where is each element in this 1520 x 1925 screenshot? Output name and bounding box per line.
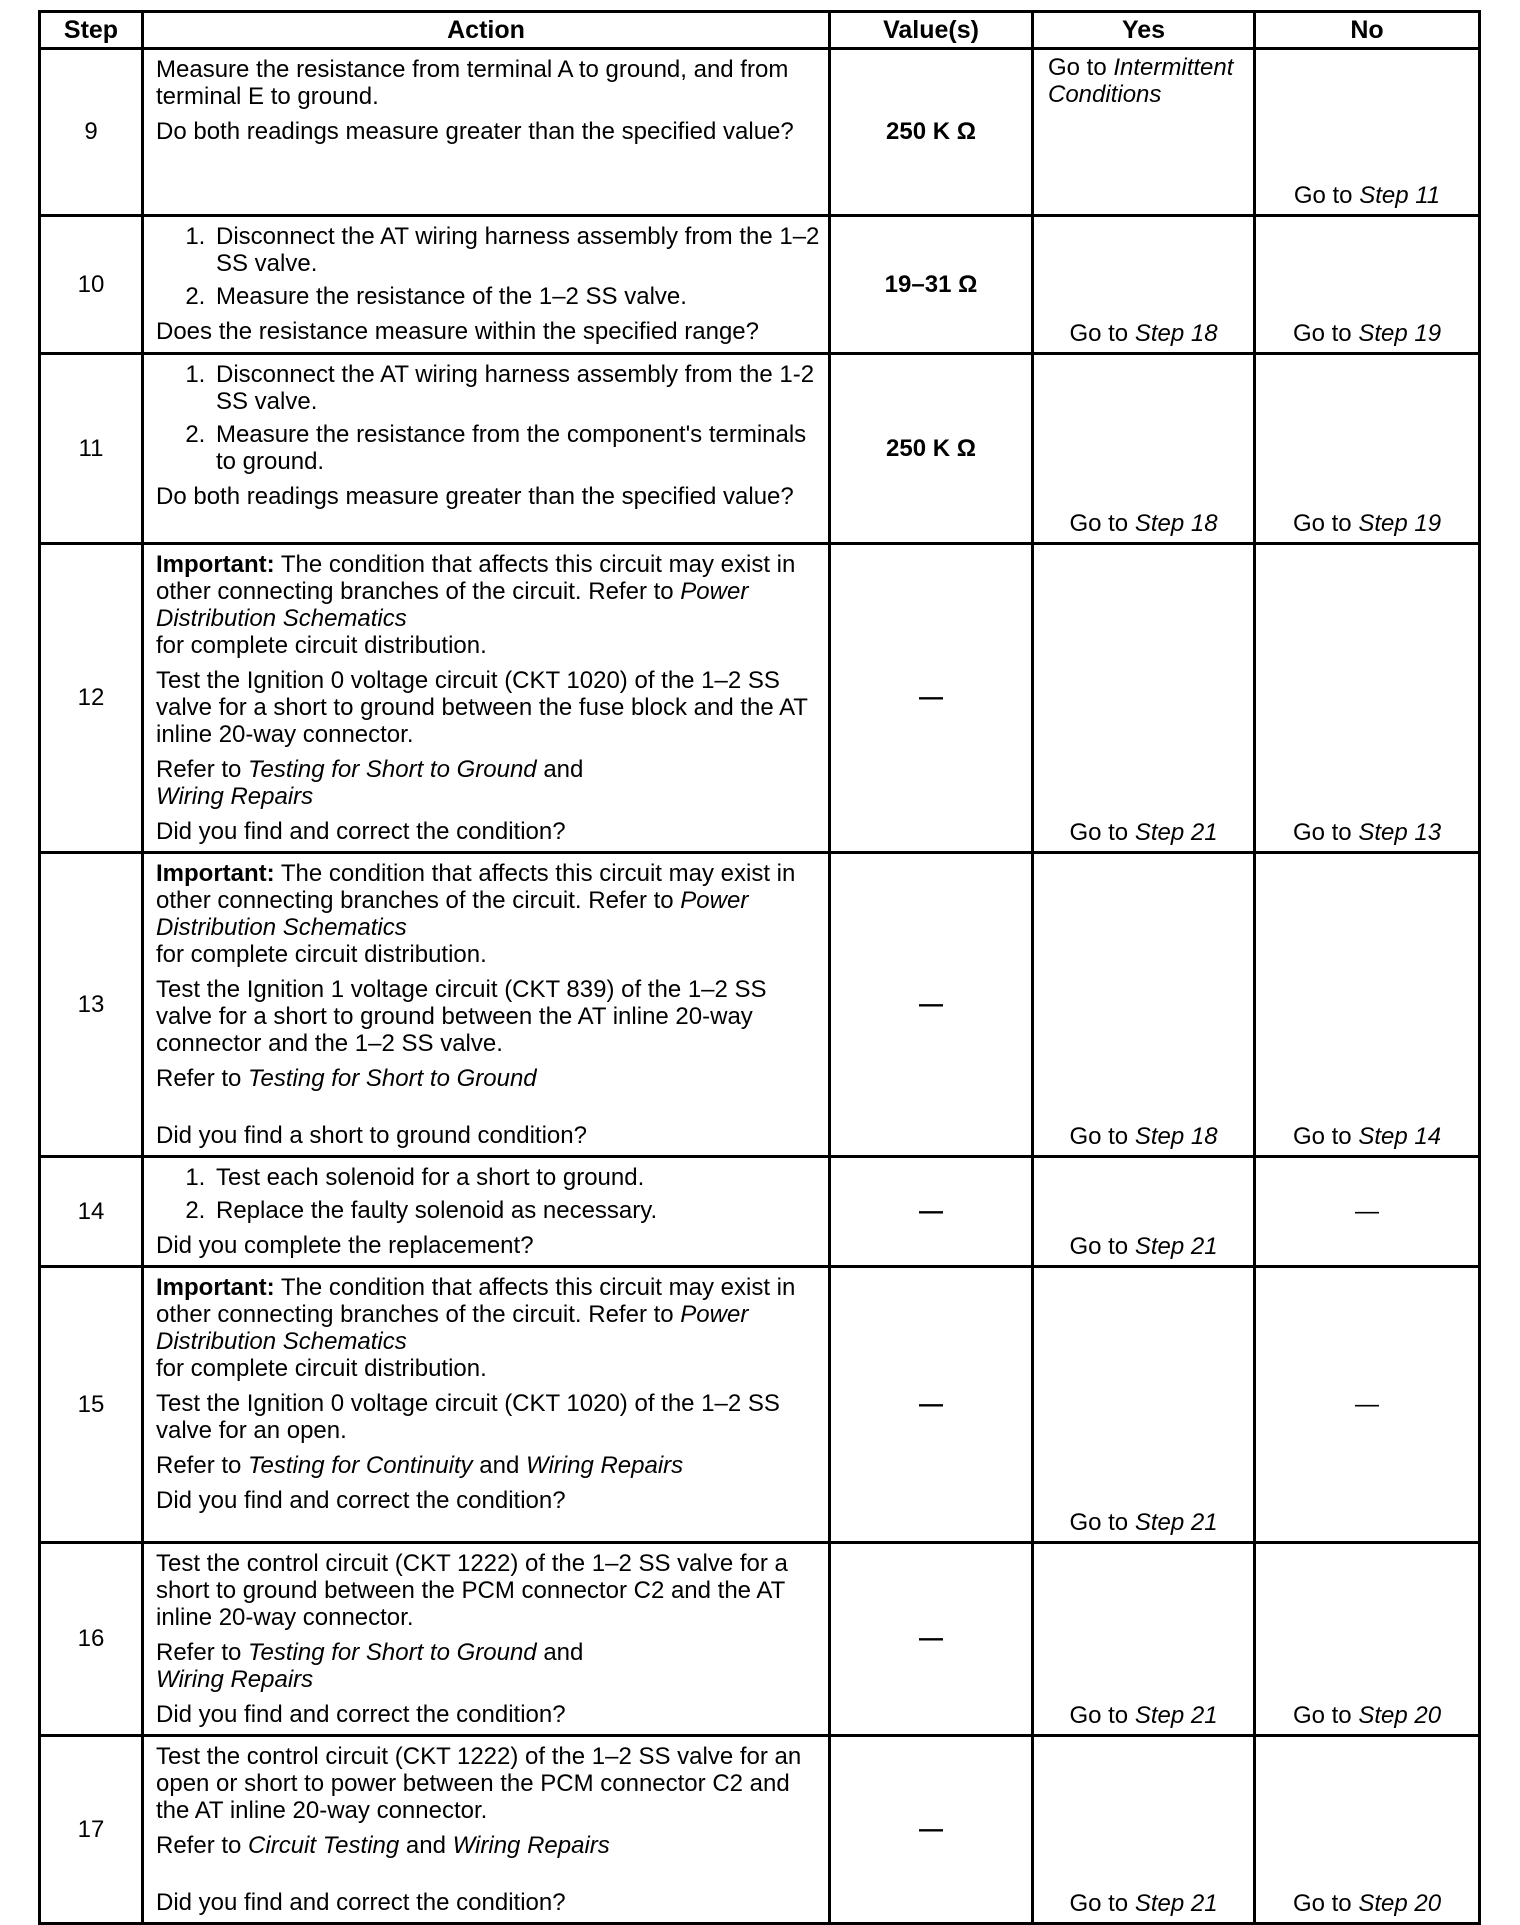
goto-label: Go to xyxy=(1293,182,1353,209)
action-question: Do both readings measure greater than the specified value? xyxy=(156,118,794,145)
action-cell xyxy=(143,49,830,216)
action-text: Test the control circuit (CKT 1222) of the 1–2 SS valve for a short to ground between the PCM connector C2 and the AT inline 20-way connector. xyxy=(156,1550,788,1631)
action-question: Do both readings measure greater than the specified value? xyxy=(156,483,794,510)
value-cell: — xyxy=(830,1157,1033,1267)
action-list-item: 2. Measure the resistance from the component's terminals to ground. xyxy=(212,421,820,475)
refer-label: Refer to xyxy=(156,1639,242,1666)
no-cell xyxy=(1255,1267,1480,1543)
no-cell xyxy=(1255,216,1480,354)
table-row-step-17 xyxy=(40,1736,1480,1924)
action-list-item: 1. Disconnect the AT wiring harness assembly from the 1–2 SS valve. xyxy=(212,223,820,277)
table-row-step-10 xyxy=(40,216,1480,354)
goto-label: Go to xyxy=(1292,1123,1352,1150)
ref-link[interactable]: Wiring Repairs xyxy=(156,1666,314,1693)
step-number: 16 xyxy=(40,1543,143,1736)
action-text: Test the Ignition 0 voltage circuit (CKT 1020) of the 1–2 SS valve for a short to ground between the fuse block and the AT inline 20-way connector. xyxy=(156,667,808,748)
and-text: and xyxy=(543,756,584,783)
refer-line xyxy=(156,1065,820,1092)
yes-ref-link[interactable]: Step 21 xyxy=(1134,1509,1218,1536)
action-question: Did you find and correct the condition? xyxy=(156,818,566,845)
yes-goto[interactable] xyxy=(1034,510,1253,538)
refer-label: Refer to xyxy=(156,1832,242,1859)
yes-ref-link[interactable]: Step 21 xyxy=(1134,819,1218,846)
action-text: Test the Ignition 0 voltage circuit (CKT 1020) of the 1–2 SS valve for an open. xyxy=(156,1390,780,1444)
yes-ref-link[interactable]: Intermittent Conditions xyxy=(1048,54,1234,108)
no-ref-link[interactable]: Step 11 xyxy=(1359,182,1441,209)
action-cell xyxy=(143,544,830,853)
action-text: Test the control circuit (CKT 1222) of the 1–2 SS valve for an open or short to power between the PCM connector C2 and the AT inline 20-way connector. xyxy=(156,1743,802,1824)
action-list-item: 2. Measure the resistance of the 1–2 SS valve. xyxy=(212,283,820,310)
goto-label: Go to xyxy=(1069,510,1129,537)
diagnostic-table xyxy=(38,10,1481,1925)
step-number: 14 xyxy=(40,1157,143,1267)
no-ref-link[interactable]: Step 19 xyxy=(1358,320,1442,347)
action-cell xyxy=(143,354,830,544)
yes-ref-link[interactable]: Step 18 xyxy=(1134,1123,1218,1150)
yes-goto[interactable] xyxy=(1034,1123,1253,1151)
action-cell xyxy=(143,216,830,354)
step-number: 12 xyxy=(40,544,143,853)
no-goto[interactable] xyxy=(1256,1702,1478,1730)
no-ref-link[interactable]: Step 20 xyxy=(1358,1890,1442,1917)
yes-goto[interactable] xyxy=(1048,54,1251,108)
goto-label: Go to xyxy=(1292,510,1352,537)
no-ref-link[interactable]: Step 14 xyxy=(1358,1123,1442,1150)
yes-cell xyxy=(1033,1543,1255,1736)
table-header-row xyxy=(40,12,1480,49)
yes-cell xyxy=(1033,544,1255,853)
and-text: and xyxy=(479,1452,520,1479)
goto-label: Go to xyxy=(1048,54,1107,81)
ref-link[interactable]: Testing for Short to Ground xyxy=(248,1639,537,1666)
action-question: Did you find and correct the condition? xyxy=(156,1701,566,1728)
refer-label: Refer to xyxy=(156,1065,242,1092)
value-cell: — xyxy=(830,1267,1033,1543)
yes-goto[interactable] xyxy=(1034,1509,1253,1537)
value-cell: 19–31 Ω xyxy=(830,216,1033,354)
and-text: and xyxy=(405,1832,446,1859)
action-question: Did you find a short to ground condition? xyxy=(156,1122,587,1149)
yes-ref-link[interactable]: Step 21 xyxy=(1134,1890,1218,1917)
yes-cell xyxy=(1033,216,1255,354)
action-text: Test the Ignition 1 voltage circuit (CKT 839) of the 1–2 SS valve for a short to ground between the AT inline 20-way connector and the 1–2 SS valve. xyxy=(156,976,767,1057)
refer-label: Refer to xyxy=(156,1452,242,1479)
no-goto[interactable] xyxy=(1256,182,1478,210)
header-step: Step xyxy=(40,12,143,49)
no-goto[interactable] xyxy=(1256,1890,1478,1918)
important-label: Important: xyxy=(156,860,275,887)
no-cell xyxy=(1255,544,1480,853)
action-list-item: 2. Replace the faulty solenoid as necessary. xyxy=(212,1197,820,1224)
yes-cell xyxy=(1033,1157,1255,1267)
action-list-item: 1. Disconnect the AT wiring harness assembly from the 1-2 SS valve. xyxy=(212,361,820,415)
header-no: No xyxy=(1255,12,1480,49)
yes-goto[interactable] xyxy=(1034,1890,1253,1918)
yes-cell xyxy=(1033,1267,1255,1543)
step-number: 13 xyxy=(40,853,143,1157)
yes-ref-link[interactable]: Step 18 xyxy=(1134,510,1218,537)
value-cell: — xyxy=(830,853,1033,1157)
action-list xyxy=(156,223,820,310)
action-cell xyxy=(143,1736,830,1924)
refer-line xyxy=(156,1832,820,1859)
table-row-step-13 xyxy=(40,853,1480,1157)
no-cell xyxy=(1255,49,1480,216)
spacer xyxy=(156,1867,820,1889)
header-values: Value(s) xyxy=(830,12,1033,49)
action-cell xyxy=(143,1543,830,1736)
value-cell: — xyxy=(830,544,1033,853)
action-cell xyxy=(143,853,830,1157)
important-ref-link[interactable]: Power Distribution Schematics xyxy=(156,887,749,941)
goto-label: Go to xyxy=(1292,1702,1352,1729)
ref-link[interactable]: Testing for Short to Ground xyxy=(248,1065,537,1092)
value-cell: — xyxy=(830,1736,1033,1924)
header-yes: Yes xyxy=(1033,12,1255,49)
yes-cell xyxy=(1033,1736,1255,1924)
goto-label: Go to xyxy=(1292,320,1352,347)
action-cell xyxy=(143,1157,830,1267)
refer-line xyxy=(156,756,820,810)
goto-label: Go to xyxy=(1069,1702,1129,1729)
value-cell: — xyxy=(830,1543,1033,1736)
no-goto[interactable] xyxy=(1256,510,1478,538)
important-note xyxy=(156,860,820,968)
goto-label: Go to xyxy=(1292,1890,1352,1917)
important-tail: for complete circuit distribution. xyxy=(156,1355,487,1382)
action-list xyxy=(156,361,820,475)
important-note xyxy=(156,551,820,659)
refer-label: Refer to xyxy=(156,756,242,783)
no-cell xyxy=(1255,1543,1480,1736)
no-ref-link[interactable]: Step 20 xyxy=(1358,1702,1442,1729)
step-number: 10 xyxy=(40,216,143,354)
table-row-step-16 xyxy=(40,1543,1480,1736)
value-cell: 250 K Ω xyxy=(830,354,1033,544)
ref-link[interactable]: Wiring Repairs xyxy=(452,1832,610,1859)
important-tail: for complete circuit distribution. xyxy=(156,632,487,659)
header-action: Action xyxy=(143,12,830,49)
step-number: 17 xyxy=(40,1736,143,1924)
goto-label: Go to xyxy=(1069,819,1129,846)
action-text: Measure the resistance from terminal A to ground, and from terminal E to ground. xyxy=(156,56,789,110)
yes-cell xyxy=(1033,354,1255,544)
action-question: Did you find and correct the condition? xyxy=(156,1889,566,1916)
spacer xyxy=(156,1100,820,1122)
important-tail: for complete circuit distribution. xyxy=(156,941,487,968)
no-goto[interactable] xyxy=(1256,320,1478,348)
table-row-step-12 xyxy=(40,544,1480,853)
no-cell xyxy=(1255,853,1480,1157)
value-cell: 250 K Ω xyxy=(830,49,1033,216)
ref-link[interactable]: Circuit Testing xyxy=(248,1832,400,1859)
table-row-step-9 xyxy=(40,49,1480,216)
yes-cell xyxy=(1033,853,1255,1157)
goto-label: Go to xyxy=(1069,320,1129,347)
important-text: The condition that affects this circuit may exist in other connecting branches of the circuit. Refer to xyxy=(156,860,796,914)
step-number: 11 xyxy=(40,354,143,544)
refer-line xyxy=(156,1452,820,1479)
yes-goto[interactable] xyxy=(1034,1702,1253,1730)
yes-goto[interactable] xyxy=(1034,819,1253,847)
yes-ref-link[interactable]: Step 21 xyxy=(1134,1233,1218,1260)
important-text: The condition that affects this circuit may exist in other connecting branches of the circuit. Refer to xyxy=(156,1274,796,1328)
table-row-step-11 xyxy=(40,354,1480,544)
important-note xyxy=(156,1274,820,1382)
no-dash: — xyxy=(1355,1197,1379,1225)
important-ref-link[interactable]: Power Distribution Schematics xyxy=(156,1301,749,1355)
goto-label: Go to xyxy=(1292,819,1352,846)
no-ref-link[interactable]: Step 19 xyxy=(1358,510,1442,537)
ref-link[interactable]: Wiring Repairs xyxy=(526,1452,684,1479)
goto-label: Go to xyxy=(1069,1890,1129,1917)
goto-label: Go to xyxy=(1069,1509,1129,1536)
table-row-step-15 xyxy=(40,1267,1480,1543)
action-question: Did you complete the replacement? xyxy=(156,1232,534,1259)
no-cell xyxy=(1255,354,1480,544)
no-dash: — xyxy=(1355,1390,1379,1418)
step-number: 9 xyxy=(40,49,143,216)
table-row-step-14 xyxy=(40,1157,1480,1267)
action-list xyxy=(156,1164,820,1224)
action-cell xyxy=(143,1267,830,1543)
no-cell xyxy=(1255,1157,1480,1267)
ref-link[interactable]: Testing for Short to Ground xyxy=(248,756,537,783)
no-cell xyxy=(1255,1736,1480,1924)
no-ref-link[interactable]: Step 13 xyxy=(1358,819,1442,846)
no-goto[interactable] xyxy=(1256,819,1478,847)
step-number: 15 xyxy=(40,1267,143,1543)
action-question: Does the resistance measure within the specified range? xyxy=(156,318,759,345)
yes-goto[interactable] xyxy=(1034,320,1253,348)
important-text: The condition that affects this circuit may exist in other connecting branches of the circuit. Refer to xyxy=(156,551,796,605)
yes-ref-link[interactable]: Step 21 xyxy=(1134,1702,1218,1729)
action-question: Did you find and correct the condition? xyxy=(156,1487,566,1514)
no-goto[interactable] xyxy=(1256,1123,1478,1151)
yes-goto[interactable] xyxy=(1034,1233,1253,1261)
important-label: Important: xyxy=(156,551,275,578)
goto-label: Go to xyxy=(1069,1233,1129,1260)
yes-cell xyxy=(1033,49,1255,216)
refer-line xyxy=(156,1639,820,1693)
yes-ref-link[interactable]: Step 18 xyxy=(1134,320,1218,347)
and-text: and xyxy=(543,1639,584,1666)
action-list-item: 1. Test each solenoid for a short to ground. xyxy=(212,1164,820,1191)
goto-label: Go to xyxy=(1069,1123,1129,1150)
important-ref-link[interactable]: Power Distribution Schematics xyxy=(156,578,749,632)
ref-link[interactable]: Testing for Continuity xyxy=(248,1452,473,1479)
ref-link[interactable]: Wiring Repairs xyxy=(156,783,314,810)
important-label: Important: xyxy=(156,1274,275,1301)
